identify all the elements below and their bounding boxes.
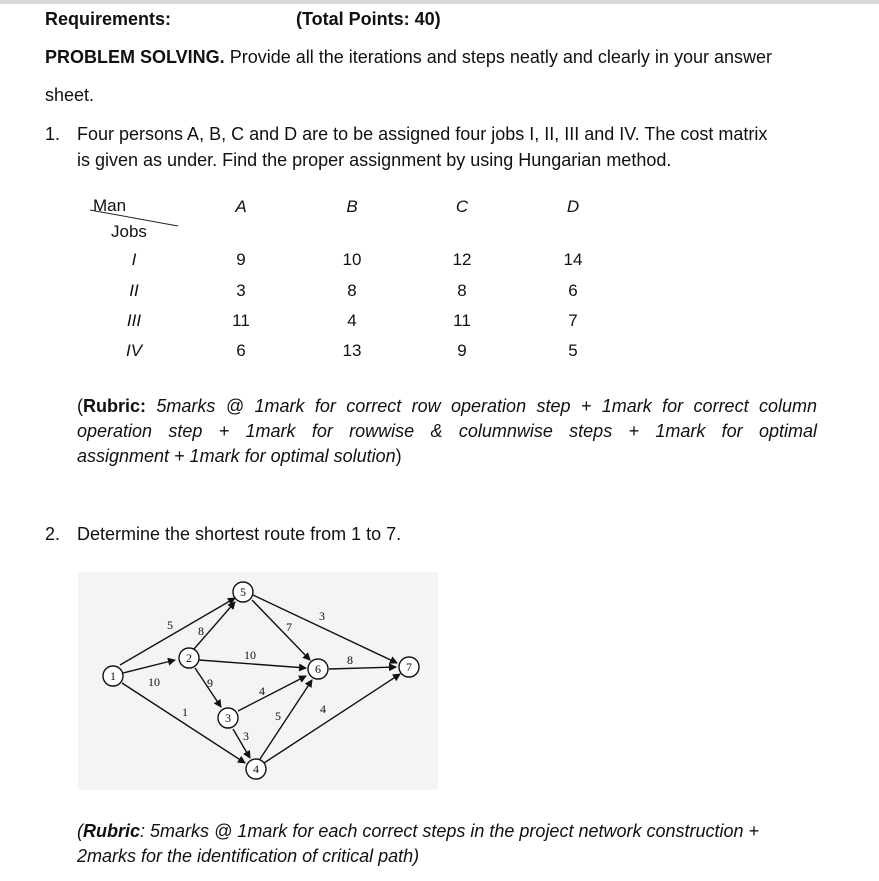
cell: 13 [342, 341, 362, 360]
node-6-label: 6 [315, 662, 321, 676]
cell: 11 [453, 311, 471, 330]
cell: 4 [347, 311, 357, 330]
cell: 12 [452, 250, 472, 269]
problem-solving-label: PROBLEM SOLVING. [45, 47, 225, 67]
q1-line-2: is given as under. Find the proper assignment by using Hungarian method. [77, 150, 672, 170]
intro-line-2: sheet. [45, 85, 95, 105]
cell: 3 [236, 281, 246, 300]
weight-1-4: 1 [182, 705, 188, 719]
row-label-iii: III [126, 311, 142, 330]
rubric-open-paren: ( [77, 821, 83, 841]
weight-4-7: 4 [320, 702, 326, 716]
row-label-i: I [131, 250, 137, 269]
corner-jobs-label: Jobs [111, 222, 147, 241]
q2-rubric [77, 819, 817, 869]
q2-rubric-text-1: : 5marks @ 1mark for each correct steps in the project network construction + [140, 821, 760, 841]
rubric-close-paren: ) [395, 446, 402, 466]
cell: 9 [457, 341, 467, 360]
node-5-label: 5 [240, 585, 246, 599]
weight-5-7: 3 [319, 609, 325, 623]
requirements-heading: Requirements: [45, 9, 172, 29]
total-points: (Total Points: 40) [296, 9, 441, 29]
col-header-b: B [346, 197, 358, 216]
q1-rubric-word: Rubric: [83, 396, 146, 416]
node-1-label: 1 [110, 669, 116, 683]
q1-rubric-line-3 [77, 444, 817, 469]
corner-man-label: Man [93, 196, 127, 215]
col-header-c: C [455, 197, 469, 216]
node-7-label: 7 [406, 660, 412, 674]
weight-2-5: 8 [198, 624, 204, 638]
q2-text: Determine the shortest route from 1 to 7. [77, 524, 402, 544]
network-diagram [78, 572, 438, 790]
node-3-label: 3 [225, 711, 231, 725]
cell: 14 [563, 250, 583, 269]
col-header-d: D [566, 197, 580, 216]
cell: 6 [236, 341, 246, 360]
q2-rubric-word: Rubric [83, 821, 141, 841]
weight-4-6: 5 [275, 709, 281, 723]
corner-diagonal-line [88, 208, 183, 230]
top-border [0, 0, 879, 4]
weight-3-6: 4 [259, 684, 265, 698]
cell: 8 [457, 281, 467, 300]
intro-text: Provide all the iterations and steps neatly and clearly in your answer [224, 47, 772, 67]
diagram-background [78, 572, 438, 790]
q2-rubric-line-1 [77, 819, 817, 844]
weight-1-2: 10 [148, 675, 160, 689]
col-header-a: A [235, 197, 247, 216]
cell: 7 [568, 311, 578, 330]
cell: 10 [342, 250, 362, 269]
cell: 9 [236, 250, 246, 269]
q1-rubric-line-2: operation step + 1mark for rowwise & columnwise steps + 1mark for optimal [77, 421, 817, 441]
node-4-label: 4 [253, 762, 259, 776]
q1-line-1: Four persons A, B, C and D are to be assigned four jobs I, II, III and IV. The cost matrix [77, 124, 768, 144]
weight-6-7: 8 [347, 653, 353, 667]
q2-rubric-line-2: 2marks for the identification of critical path) [77, 846, 420, 866]
intro-line-1 [45, 44, 772, 70]
q1-rubric [77, 394, 817, 469]
weight-5-6: 7 [286, 620, 292, 634]
node-2-label: 2 [186, 651, 192, 665]
row-label-iv: IV [125, 341, 143, 360]
rubric-open-paren: ( [77, 396, 83, 416]
q2-number: 2. [45, 524, 61, 544]
cell: 6 [568, 281, 578, 300]
cell: 8 [347, 281, 357, 300]
cell: 5 [568, 341, 578, 360]
weight-3-4: 3 [243, 729, 249, 743]
row-label-ii: II [129, 281, 139, 300]
q1-rubric-text-3: assignment + 1mark for optimal solution [77, 446, 396, 466]
weight-2-3: 9 [207, 676, 213, 690]
q1-rubric-text-1: 5marks @ 1mark for correct row operation step + 1mark for correct column [146, 396, 817, 416]
weight-2-6: 10 [244, 648, 256, 662]
weight-1-5: 5 [167, 618, 173, 632]
cell: 11 [232, 311, 250, 330]
q1-rubric-line-1 [77, 394, 817, 419]
q1-number: 1. [45, 124, 61, 144]
